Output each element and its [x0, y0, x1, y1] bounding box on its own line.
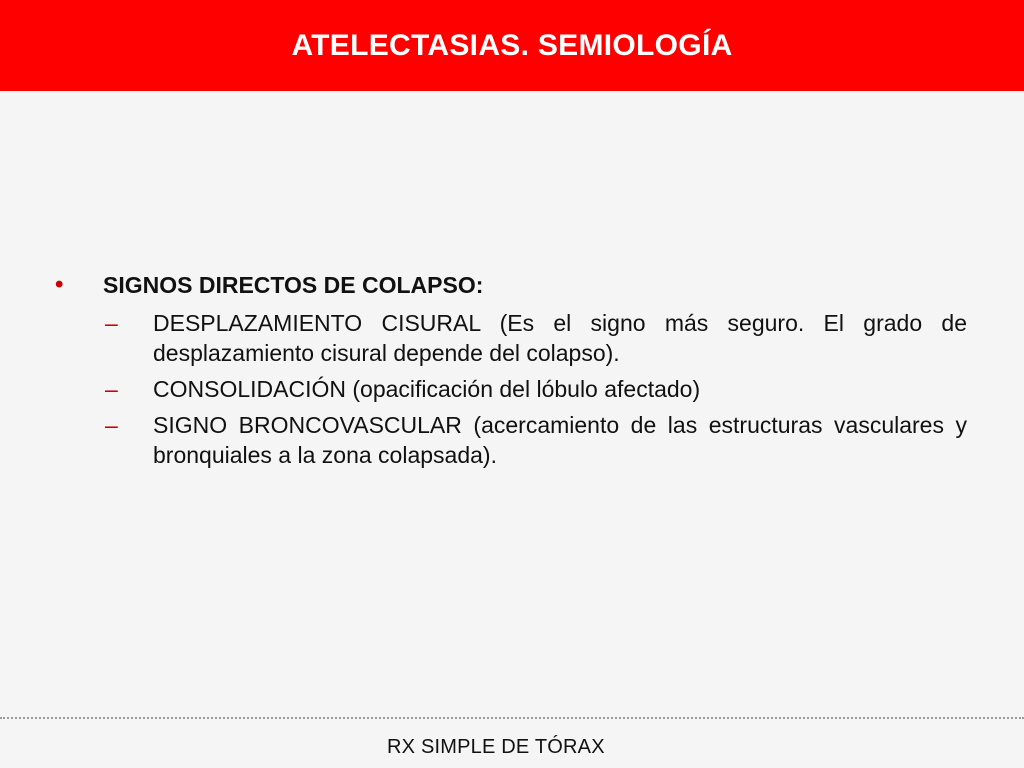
sub-bullet-item — [105, 374, 967, 404]
bullet-icon: • — [55, 271, 64, 298]
slide-content — [55, 270, 967, 476]
dash-icon: – — [105, 310, 118, 336]
sub-bullet-text: SIGNO BRONCOVASCULAR (acercamiento de las estructuras vasculares y bronquiales a la zona colapsada). — [153, 412, 967, 468]
dash-icon: – — [105, 376, 118, 402]
footer-label: RX SIMPLE DE TÓRAX — [387, 736, 605, 758]
sub-bullet-text: CONSOLIDACIÓN (opacificación del lóbulo afectado) — [153, 376, 701, 402]
slide-title: ATELECTASIAS. SEMIOLOGÍA — [291, 29, 733, 62]
bullet-heading: SIGNOS DIRECTOS DE COLAPSO: — [103, 272, 484, 298]
bullet-item — [55, 270, 967, 300]
sub-bullet-list — [55, 308, 967, 470]
dash-icon: – — [105, 412, 118, 438]
sub-bullet-text: DESPLAZAMIENTO CISURAL (Es el signo más seguro. El grado de desplazamiento cisural depende del colapso). — [153, 310, 967, 366]
title-bar — [0, 0, 1024, 91]
sub-bullet-item — [105, 308, 967, 368]
sub-bullet-item — [105, 410, 967, 470]
